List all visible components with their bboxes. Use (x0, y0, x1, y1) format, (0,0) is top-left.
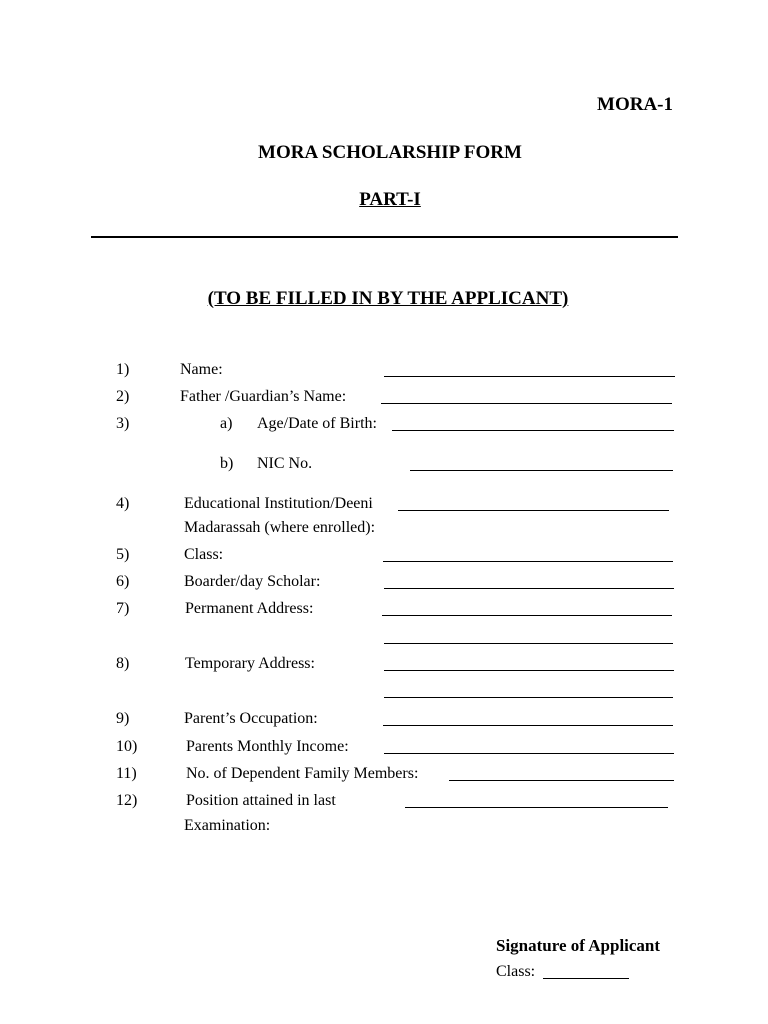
income-label: Parents Monthly Income: (186, 738, 349, 755)
part-heading: PART-I (359, 189, 421, 210)
field-number: 3) (116, 415, 130, 432)
permanent-address-field-line2[interactable] (384, 643, 673, 644)
field-number: 6) (116, 573, 130, 590)
name-label: Name: (180, 361, 223, 378)
instruction-heading: (TO BE FILLED IN BY THE APPLICANT) (207, 288, 569, 309)
signature-title: Signature of Applicant (496, 936, 661, 955)
field-number: 4) (116, 495, 130, 512)
position-label-cont: Examination: (184, 817, 271, 834)
field-number: 12) (116, 792, 138, 809)
age-label: Age/Date of Birth: (257, 415, 377, 432)
boarder-label: Boarder/day Scholar: (184, 573, 321, 590)
class-field[interactable] (383, 561, 673, 562)
permanent-address-label: Permanent Address: (185, 600, 314, 617)
field-number: 5) (116, 546, 130, 563)
temporary-address-field[interactable] (384, 670, 674, 671)
header-divider (91, 236, 678, 238)
age-dob-field[interactable] (392, 430, 674, 431)
field-number: 11) (116, 765, 137, 782)
sub-letter: a) (220, 415, 233, 432)
sub-letter: b) (220, 455, 234, 472)
form-code: MORA-1 (597, 94, 673, 115)
field-number: 8) (116, 655, 130, 672)
class-label: Class: (184, 546, 224, 563)
parent-occupation-field[interactable] (383, 725, 673, 726)
form-title: MORA SCHOLARSHIP FORM (258, 142, 522, 163)
guardian-name-field[interactable] (381, 403, 672, 404)
institution-label-cont: Madarassah (where enrolled): (184, 519, 376, 536)
signature-class-field[interactable] (543, 978, 629, 979)
parent-occupation-label: Parent’s Occupation: (184, 710, 318, 727)
name-field[interactable] (384, 376, 675, 377)
temporary-address-label: Temporary Address: (185, 655, 315, 672)
dependents-field[interactable] (449, 780, 674, 781)
position-field[interactable] (405, 807, 668, 808)
institution-label: Educational Institution/Deeni (184, 495, 373, 512)
signature-class-label: Class: (496, 963, 536, 980)
nic-field[interactable] (410, 470, 673, 471)
position-label: Position attained in last (186, 792, 336, 809)
field-number: 7) (116, 600, 130, 617)
field-number: 2) (116, 388, 130, 405)
temporary-address-field-line2[interactable] (384, 697, 673, 698)
guardian-label: Father /Guardian’s Name: (180, 388, 347, 405)
field-number: 9) (116, 710, 130, 727)
institution-field[interactable] (398, 510, 669, 511)
income-field[interactable] (384, 753, 674, 754)
boarder-field[interactable] (384, 588, 674, 589)
permanent-address-field[interactable] (382, 615, 672, 616)
field-number: 10) (116, 738, 138, 755)
dependents-label: No. of Dependent Family Members: (186, 765, 419, 782)
nic-label: NIC No. (257, 455, 313, 472)
field-number: 1) (116, 361, 130, 378)
